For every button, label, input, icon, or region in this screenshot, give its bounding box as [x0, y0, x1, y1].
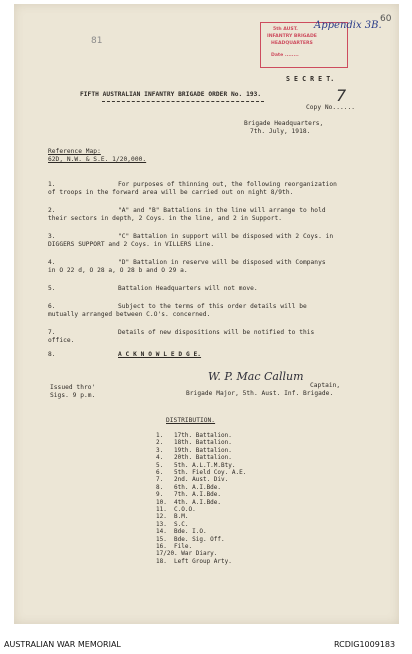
- distribution-item: 13. S.C.: [156, 520, 189, 528]
- para-8-num: 8.: [48, 351, 56, 358]
- stamp-line-2: INFANTRY BRIGADE: [267, 34, 317, 39]
- distribution-item: 7. 2nd. Aust. Div.: [156, 476, 229, 484]
- distribution-item: 1. 17th. Battalion.: [156, 432, 232, 439]
- para-2-line-2: their sectors in depth, 2 Coys. in the line, and 2 in Support.: [48, 215, 283, 222]
- para-7-num: 7.: [48, 329, 56, 336]
- order-title: FIFTH AUSTRALIAN INFANTRY BRIGADE ORDER No. 193.: [80, 91, 262, 98]
- distribution-item: 3. 19th. Battalion.: [156, 446, 232, 454]
- para-2-num: 2.: [48, 207, 56, 214]
- distribution-item: 15. Bde. Sig. Off.: [156, 535, 225, 543]
- title-underline: [102, 101, 264, 102]
- para-4-num: 4.: [48, 259, 56, 266]
- distribution-item: 8. 6th. A.I.Bde.: [156, 483, 222, 491]
- para-1-line-2: of troops in the forward area will be carried out on night 8/9th.: [48, 189, 294, 196]
- para-6-num: 6.: [48, 303, 56, 310]
- hq-line-1: Brigade Headquarters,: [244, 120, 324, 127]
- distribution-item: 14. Bde. I.O.: [156, 528, 207, 536]
- para-6-line-2: mutually arranged between C.O's. concerned.: [48, 311, 211, 318]
- copy-no: Copy No......: [306, 104, 356, 111]
- para-3-line-2: DIGGERS SUPPORT and 2 Coys. in VILLERS Line.: [48, 241, 215, 248]
- distribution-title: DISTRIBUTION.: [166, 417, 216, 424]
- signature: W. P. Mac Callum: [208, 370, 304, 383]
- stamp-line-1: 5th AUST.: [273, 27, 298, 32]
- para-7-line-2: office.: [48, 337, 75, 344]
- footer-right: RCDIG1009183: [334, 640, 396, 649]
- para-4-line-1: "D" Battalion in reserve will be disposed with Companys: [118, 259, 326, 266]
- brigade-major-label: Brigade Major, 5th. Aust. Inf. Brigade.: [186, 390, 334, 397]
- issued-line-2: Sigs. 9 p.m.: [50, 392, 96, 399]
- distribution-item: 4. 20th. Battalion.: [156, 454, 232, 462]
- captain-label: Captain,: [310, 382, 341, 389]
- para-5-line-1: Battalion Headquarters will not move.: [118, 285, 258, 292]
- distribution-item: 18. Left Group Arty.: [156, 557, 232, 565]
- para-2-line-1: "A" and "B" Battalions in the line will arrange to hold: [118, 207, 326, 214]
- distribution-item: 17/20. War Diary.: [156, 550, 218, 558]
- document-page: [14, 4, 399, 624]
- footer-left: AUSTRALIAN WAR MEMORIAL: [4, 640, 121, 649]
- stamp-line-3: HEADQUARTERS: [271, 41, 313, 46]
- distribution-item: 2. 18th. Battalion.: [156, 439, 232, 447]
- distribution-item: 9. 7th. A.I.Bde.: [156, 491, 222, 499]
- para-5-num: 5.: [48, 285, 56, 292]
- secret-label: S E C R E T.: [286, 75, 335, 83]
- distribution-item: 16. File.: [156, 543, 193, 550]
- distribution-item: 11. C.O.O.: [156, 506, 196, 513]
- distribution-item: 6. 5th. Field Coy. A.E.: [156, 469, 247, 476]
- para-4-line-2: in O 22 d, O 28 a, O 28 b and O 29 a.: [48, 267, 188, 274]
- appendix-note: Appendix 3B.: [314, 20, 382, 31]
- para-1-num: 1.: [48, 181, 56, 188]
- distribution-item: 12. B.M.: [156, 513, 189, 521]
- para-6-line-1: Subject to the terms of this order details will be: [118, 303, 307, 310]
- para-3-num: 3.: [48, 233, 56, 240]
- distribution-item: 5. 5th. A.L.T.M.Bty.: [156, 461, 236, 469]
- acknowledge-label: A C K N O W L E D G E.: [118, 351, 202, 358]
- distribution-item: 10. 4th. A.I.Bde.: [156, 498, 222, 506]
- copy-no-value: 7: [336, 86, 347, 105]
- issued-line-1: Issued thro': [50, 384, 96, 391]
- para-7-line-1: Details of new dispositions will be notified to this: [118, 329, 315, 336]
- reference-map-value: 62D, N.W. & S.E. 1/20,000.: [48, 156, 147, 163]
- pencil-number: 81: [91, 36, 103, 46]
- stamp-line-4: Date ........: [271, 53, 299, 58]
- para-1-line-1: For purposes of thinning out, the following reorganization: [118, 181, 337, 188]
- para-3-line-1: "C" Battalion in support will be disposed with 2 Coys. in: [118, 233, 334, 240]
- page-number: 60: [380, 14, 392, 24]
- hq-line-2: 7th. July, 1918.: [250, 128, 311, 135]
- reference-map-label: Reference Map:: [48, 148, 101, 155]
